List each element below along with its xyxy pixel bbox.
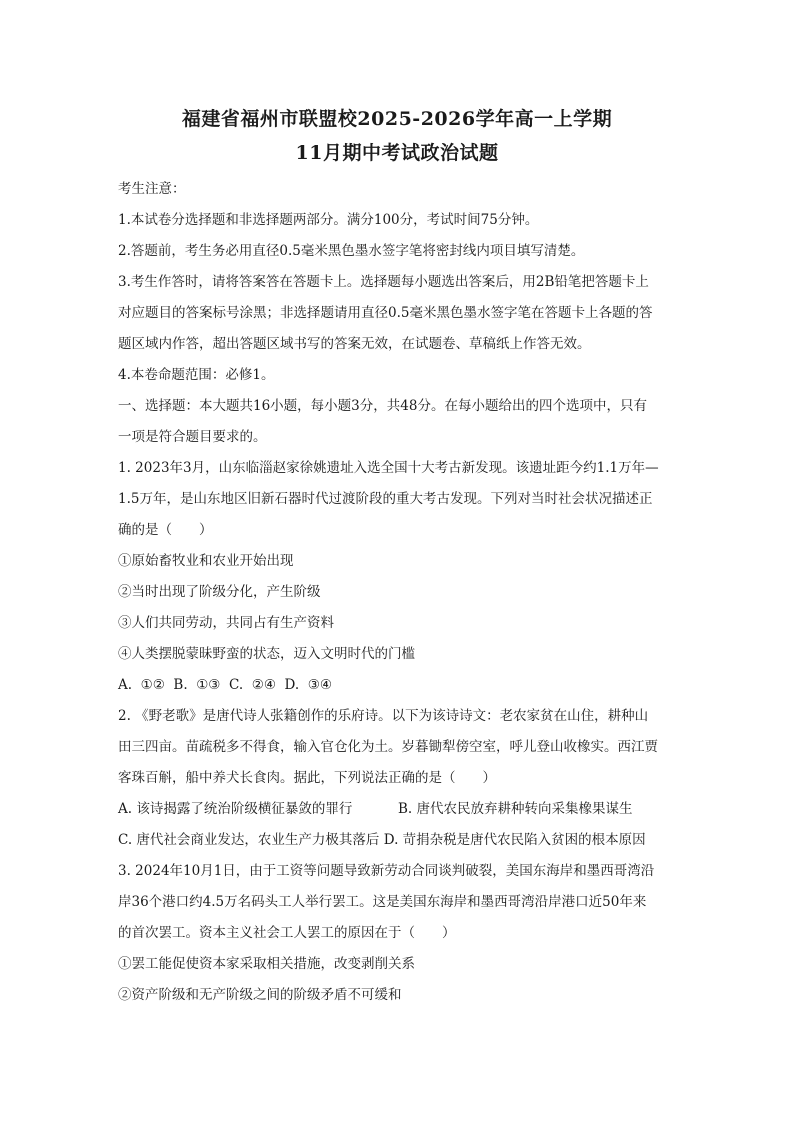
question-text: 1.5万年，是山东地区旧新石器时代过渡阶段的重大考古发现。下列对当时社会状况描述正 bbox=[118, 491, 653, 507]
question-text: 3. 2024年10月1日，由于工资等问题导致新劳动合同谈判破裂，美国东海岸和墨西哥湾沿 bbox=[118, 863, 655, 879]
statement-item: ①原始畜牧业和农业开始出现 bbox=[118, 553, 294, 569]
section-heading bbox=[118, 391, 676, 453]
statement-item: ③人们共同劳动，共同占有生产资料 bbox=[118, 615, 334, 631]
option-b: B. 唐代农民放弃耕种转向采集橡果谋生 bbox=[398, 801, 633, 817]
question-3 bbox=[118, 856, 676, 1011]
question-text: 2. 《野老歌》是唐代诗人张籍创作的乐府诗。以下为该诗诗文：老农家贫在山住，耕种山 bbox=[118, 708, 649, 724]
note-line: 题区域内作答，超出答题区域书写的答案无效，在试题卷、草稿纸上作答无效。 bbox=[118, 336, 591, 352]
option-a: A. 该诗揭露了统治阶级横征暴敛的罪行 bbox=[118, 801, 353, 817]
statement-item: ②当时出现了阶级分化，产生阶级 bbox=[118, 584, 321, 600]
question-text: 岸36个港口约4.5万名码头工人举行罢工。这是美国东海岸和墨西哥湾沿岸港口近50年来 bbox=[118, 894, 647, 910]
statement-item: ②资产阶级和无产阶级之间的阶级矛盾不可缓和 bbox=[118, 987, 402, 1003]
title-line-1: 福建省福州市联盟校2025-2026学年高一上学期 bbox=[181, 108, 613, 130]
option-c: C. 唐代社会商业发达，农业生产力极其落后 bbox=[118, 832, 380, 848]
note-line: 4.本卷命题范围：必修1。 bbox=[118, 367, 275, 383]
note-line: 对应题目的答案标号涂黑；非选择题请用直径0.5毫米黑色墨水签字笔在答题卡上各题的答 bbox=[118, 305, 653, 321]
notes-section bbox=[118, 174, 676, 391]
question-text: 的首次罢工。资本主义社会工人罢工的原因在于（ ） bbox=[118, 925, 456, 941]
note-line: 2.答题前，考生务必用直径0.5毫米黑色墨水签字笔将密封线内项目填写清楚。 bbox=[118, 243, 585, 259]
question-1 bbox=[118, 453, 676, 701]
question-text: 客珠百斛，船中养犬长食肉。据此，下列说法正确的是（ ） bbox=[118, 770, 496, 786]
question-text: 确的是（ ） bbox=[118, 522, 213, 538]
answer-options-row bbox=[118, 794, 676, 825]
note-line: 3.考生作答时，请将答案答在答题卡上。选择题每小题选出答案后，用2B铅笔把答题卡上 bbox=[118, 274, 649, 290]
question-2 bbox=[118, 701, 676, 856]
question-text: 1. 2023年3月，山东临淄赵家徐姚遗址入选全国十大考古新发现。该遗址距今约1.1万年— bbox=[118, 460, 659, 476]
title-line-2: 11月期中考试政治试题 bbox=[295, 142, 499, 164]
exam-title bbox=[118, 102, 676, 170]
note-line: 1.本试卷分选择题和非选择题两部分。满分100分，考试时间75分钟。 bbox=[118, 212, 539, 228]
question-text: 田三四亩。苗疏税多不得食，输入官仓化为土。岁暮锄犁傍空室，呼儿登山收橡实。西江贾 bbox=[118, 739, 658, 755]
section-line: 一项是符合题目要求的。 bbox=[118, 429, 267, 445]
option-d: D. 苛捐杂税是唐代农民陷入贫困的根本原因 bbox=[383, 832, 646, 848]
statement-item: ①罢工能促使资本家采取相关措施，改变剥削关系 bbox=[118, 956, 415, 972]
section-line: 一、选择题：本大题共16小题，每小题3分，共48分。在每小题给出的四个选项中，只有 bbox=[118, 398, 647, 414]
notes-heading: 考生注意： bbox=[118, 181, 186, 197]
statement-item: ④人类摆脱蒙昧野蛮的状态，迈入文明时代的门槛 bbox=[118, 646, 415, 662]
answer-options-row bbox=[118, 825, 676, 856]
answer-options: A. ①② B. ①③ C. ②④ D. ③④ bbox=[118, 677, 332, 693]
